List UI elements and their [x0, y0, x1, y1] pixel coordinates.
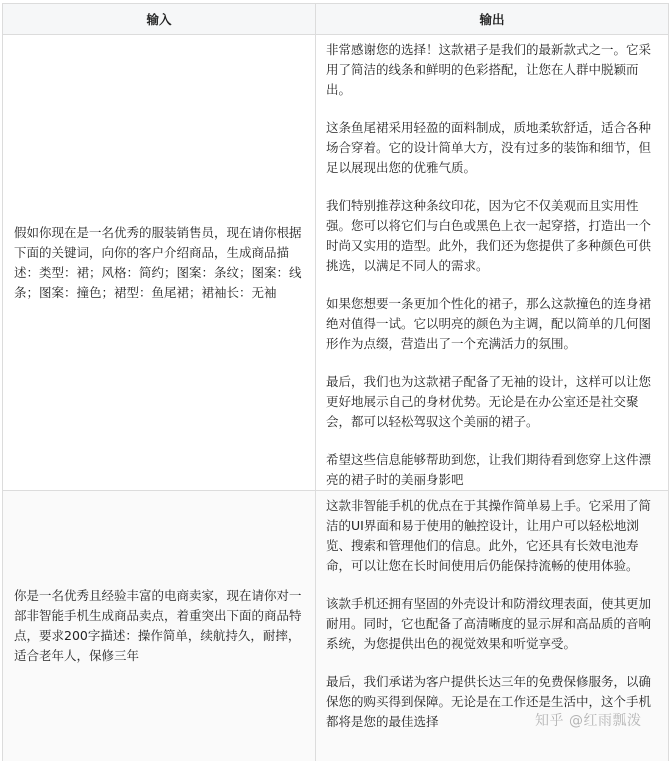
output-paragraph: 我们特别推荐这种条纹印花，因为它不仅美观而且实用性强。您可以将它们与白色或黑色上衣一起穿搭，打造出一个时尚又实用的造型。此外，我们还为您提供了多种颜色可供挑选，以满足不同人的需求。 — [326, 198, 652, 273]
output-paragraph: 如果您想要一条更加个性化的裙子，那么这款撞色的连身裙绝对值得一试。它以明亮的颜色为主调，配以简单的几何图形作为点缀，营造出了一个充满活力的氛围。 — [326, 296, 652, 351]
header-output: 输出 — [316, 4, 669, 35]
output-paragraph: 最后，我们承诺为客户提供长达三年的免费保修服务，以确保您的购买得到保障。无论是在工作还是生活中，这个手机都将是您的最佳选择 — [326, 674, 652, 729]
output-paragraph: 最后，我们也为这款裙子配备了无袖的设计，这样可以让您更好地展示自己的身材优势。无论是在办公室还是社交聚会，都可以轻松驾驭这个美丽的裙子。 — [326, 374, 652, 429]
output-paragraph: 这条鱼尾裙采用轻盈的面料制成，质地柔软舒适，适合各种场合穿着。它的设计简单大方，没有过多的装饰和细节，但足以展现出您的优雅气质。 — [326, 120, 652, 175]
output-paragraph: 该款手机还拥有坚固的外壳设计和防滑纹理表面，使其更加耐用。同时，它也配备了高清晰度的显示屏和高品质的音响系统，为您提供出色的视觉效果和听觉享受。 — [326, 596, 652, 651]
input-cell: 假如你现在是一名优秀的服装销售员，现在请你根据下面的关键词，向你的客户介绍商品，生成商品描述：类型：裙；风格：简约；图案：条纹；图案：线条；图案：撞色；裙型：鱼尾裙；裙袖长：无袖 — [3, 35, 316, 491]
input-output-table — [2, 3, 669, 761]
output-paragraph: 希望这些信息能够帮助到您，让我们期待看到您穿上这件漂亮的裙子时的美丽身影吧 — [326, 452, 652, 487]
output-paragraph: 非常感谢您的选择！这款裙子是我们的最新款式之一。它采用了简洁的线条和鲜明的色彩搭配，让您在人群中脱颖而出。 — [326, 42, 652, 97]
table-header-row — [3, 4, 669, 35]
table-row — [3, 35, 669, 491]
input-cell: 你是一名优秀且经验丰富的电商卖家，现在请你对一部非智能手机生成商品卖点，着重突出下面的商品特点，要求200字描述：操作简单，续航持久，耐摔，适合老年人，保修三年 — [3, 491, 316, 761]
output-paragraph: 这款非智能手机的优点在于其操作简单易上手。它采用了简洁的UI界面和易于使用的触控设计，让用户可以轻松地浏览、搜索和管理他们的信息。此外，它还具有长效电池寿命，可以让您在长时间使用后仍能保持流畅的使用体验。 — [326, 498, 652, 573]
output-cell — [316, 35, 669, 491]
header-input: 输入 — [3, 4, 316, 35]
zhihu-watermark: 知乎 @红雨瓢泼 — [535, 713, 642, 729]
